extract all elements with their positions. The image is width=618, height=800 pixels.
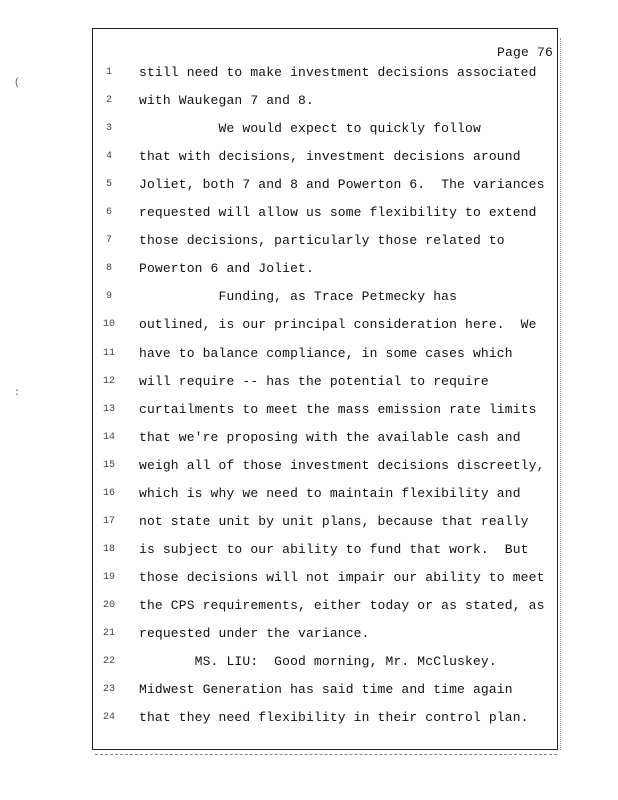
line-number: 12: [102, 375, 115, 387]
transcript-line: [93, 682, 557, 702]
transcript-line: [93, 430, 557, 450]
line-text: those decisions, particularly those related to: [139, 233, 505, 249]
line-number: 10: [102, 319, 115, 331]
transcript-line: [93, 458, 557, 478]
line-text: that we're proposing with the available cash and: [139, 429, 521, 445]
line-number: 22: [102, 656, 115, 668]
bottom-rule: [95, 754, 557, 755]
transcript-line: [93, 626, 557, 646]
transcript-line: [93, 149, 557, 169]
line-number: 6: [105, 207, 112, 219]
transcript-line: [93, 346, 557, 366]
line-text: outlined, is our principal consideration here. We: [139, 317, 537, 333]
line-text: with Waukegan 7 and 8.: [139, 93, 314, 109]
line-number: 15: [102, 459, 115, 471]
transcript-line: [93, 261, 557, 281]
line-text: that they need flexibility in their control plan.: [139, 710, 529, 726]
left-margin-mark: (: [14, 78, 21, 89]
line-text: Joliet, both 7 and 8 and Powerton 6. The variances: [139, 177, 545, 193]
transcript-line: [93, 289, 557, 309]
line-number: 20: [102, 599, 115, 611]
line-text: that with decisions, investment decisions around: [139, 149, 521, 165]
transcript-frame: [92, 28, 558, 750]
transcript-line: [93, 542, 557, 562]
line-text: We would expect to quickly follow: [139, 121, 481, 137]
line-text: weigh all of those investment decisions discreetly,: [139, 457, 545, 473]
transcript-line: [93, 205, 557, 225]
transcript-line: [93, 177, 557, 197]
transcript-line: [93, 654, 557, 674]
line-number: 1: [105, 67, 112, 78]
line-number: 23: [102, 684, 115, 696]
transcript-line: [93, 402, 557, 422]
line-number: 4: [105, 151, 112, 163]
line-text: which is why we need to maintain flexibility and: [139, 485, 521, 501]
line-number: 2: [105, 95, 112, 107]
line-text: the CPS requirements, either today or as stated, as: [139, 597, 545, 613]
line-text: Powerton 6 and Joliet.: [139, 261, 314, 277]
transcript-line: [93, 65, 557, 85]
line-text: Midwest Generation has said time and time again: [139, 682, 513, 698]
line-text: will require -- has the potential to require: [139, 373, 489, 389]
transcript-line: [93, 317, 557, 337]
line-text: not state unit by unit plans, because that really: [139, 513, 529, 529]
line-number: 16: [102, 487, 115, 499]
line-text: requested under the variance.: [139, 626, 370, 641]
line-number: 24: [102, 712, 115, 724]
transcript-line: [93, 93, 557, 113]
transcript-line: [93, 710, 557, 730]
line-number: 3: [105, 123, 112, 135]
line-text: have to balance compliance, in some cases which: [139, 345, 513, 361]
line-text: Funding, as Trace Petmecky has: [139, 289, 458, 305]
line-number: 7: [105, 235, 112, 247]
transcript-line: [93, 486, 557, 506]
line-number: 9: [105, 291, 112, 303]
transcript-line: [93, 514, 557, 534]
line-number: 13: [102, 403, 115, 415]
line-number: 21: [102, 628, 115, 639]
scan-edge-line: [560, 38, 561, 750]
line-number: 18: [102, 543, 115, 555]
transcript-line: [93, 233, 557, 253]
line-text: is subject to our ability to fund that work. But: [139, 541, 529, 557]
line-number: 11: [102, 347, 115, 359]
line-text: those decisions will not impair our ability to meet: [139, 569, 545, 585]
line-number: 17: [102, 515, 115, 527]
transcript-line: [93, 570, 557, 590]
transcript-line: [93, 121, 557, 141]
transcript-line: [93, 598, 557, 618]
line-number: 8: [105, 263, 112, 275]
line-number: 14: [102, 431, 115, 443]
line-text: MS. LIU: Good morning, Mr. McCluskey.: [139, 654, 497, 670]
line-number: 5: [105, 179, 112, 191]
line-number: 19: [102, 571, 115, 583]
line-text: requested will allow us some flexibility to extend: [139, 205, 537, 221]
line-text: curtailments to meet the mass emission rate limits: [139, 401, 537, 417]
line-text: still need to make investment decisions associated: [139, 65, 537, 80]
left-margin-mark: :: [14, 388, 21, 399]
page-number: Page 76: [496, 45, 553, 60]
transcript-line: [93, 374, 557, 394]
